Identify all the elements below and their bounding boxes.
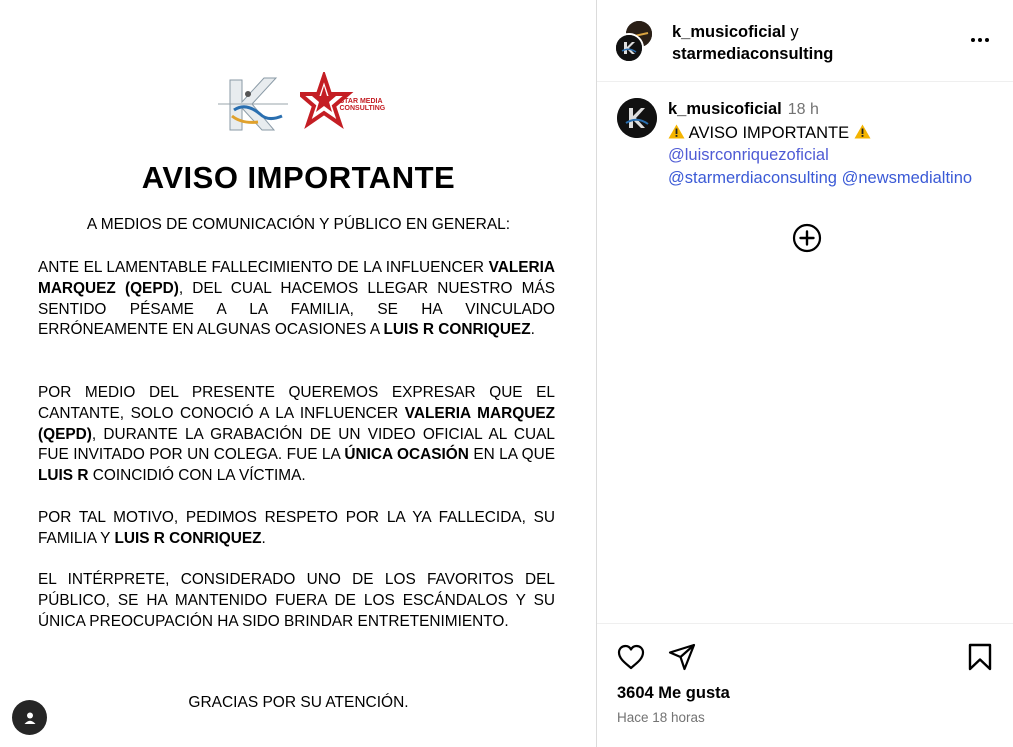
post-header — [597, 0, 1013, 82]
doc-paragraph-3 — [38, 508, 555, 550]
p2-text-e: EN LA QUE — [468, 446, 555, 464]
star-media-logo-text: STAR MEDIA CONSULTING — [339, 98, 386, 112]
doc-title: AVISO IMPORTANTE — [141, 160, 456, 195]
doc-paragraph-2 — [38, 383, 555, 487]
warning-icon — [668, 124, 685, 139]
doc-thanks: GRACIAS POR SU ATENCIÓN. — [188, 694, 409, 711]
bookmark-icon[interactable] — [967, 642, 993, 672]
doc-paragraph-1 — [38, 258, 555, 341]
p3-text-a: POR TAL MOTIVO, PEDIMOS RESPETO POR LA YA FALLECIDA, SU FAMILIA Y — [38, 509, 555, 547]
more-options-icon[interactable] — [971, 32, 995, 48]
p1-text-e: . — [530, 321, 535, 339]
doc-paragraph-4: EL INTÉRPRETE, CONSIDERADO UNO DE LOS FAVORITOS DEL PÚBLICO, SE HA MANTENIDO FUERA DE LOS ESCÁNDALOS Y SU ÚNICA PREOCUPACIÓN HA SIDO BRINDAR ENTRETENIMIENTO. — [38, 571, 555, 630]
p2-text-d: ÚNICA OCASIÓN — [344, 446, 469, 464]
header-user-2[interactable]: starmediaconsulting — [672, 45, 834, 63]
header-conjunction: y — [785, 23, 799, 41]
post-actions — [597, 623, 1013, 747]
p3-text-c: . — [261, 529, 266, 547]
p1-text-d: LUIS R CONRIQUEZ — [383, 321, 531, 339]
p2-text-b: VALERIA MARQUEZ (QEPD) — [38, 404, 555, 443]
logos-row — [0, 72, 597, 136]
star-media-logo — [300, 72, 386, 136]
doc-subtitle: A MEDIOS DE COMUNICACIÓN Y PÚBLICO EN GENERAL: — [86, 216, 511, 233]
caption-avatar[interactable] — [617, 98, 657, 138]
warning-icon — [854, 124, 871, 139]
mention-luisrconriquezoficial[interactable]: @luisrconriquezoficial — [668, 146, 829, 164]
p1-text-b: VALERIA MARQUEZ (QEPD) — [38, 259, 555, 297]
add-circle-icon[interactable] — [792, 223, 822, 253]
mention-newsmedialtino[interactable]: @newsmedialtino — [841, 168, 973, 187]
post-details — [597, 0, 1013, 747]
caption-text-line — [668, 122, 1008, 145]
p1-text-c: , DEL CUAL HACEMOS LLEGAR NUESTRO MÁS SENTIDO PÉSAME A LA FAMILIA, SE HA VINCULADO ERRÓNEAMENTE EN ALGUNAS OCASIONES A — [38, 279, 555, 339]
header-usernames — [672, 21, 833, 65]
mention-starmerdiaconsulting[interactable]: @starmerdiaconsulting — [668, 168, 837, 187]
caption-time[interactable]: 18 h — [787, 101, 819, 118]
collab-avatars[interactable] — [614, 19, 656, 63]
caption-text: AVISO IMPORTANTE — [685, 123, 854, 142]
header-user-1[interactable]: k_musicoficial — [672, 23, 786, 41]
caption-username[interactable]: k_musicoficial — [668, 100, 782, 118]
p2-text-c: , DURANTE LA GRABACIÓN DE UN VIDEO OFICIAL AL CUAL FUE INVITADO POR UN COLEGA. FUE LA — [38, 425, 555, 464]
p3-text-b: LUIS R CONRIQUEZ — [114, 529, 262, 547]
k-music-logo — [212, 72, 294, 136]
likes-count[interactable]: 3604 Me gusta — [617, 684, 730, 702]
caption-body — [668, 98, 1008, 189]
p2-text-a: POR MEDIO DEL PRESENTE QUEREMOS EXPRESAR QUE EL CANTANTE, SOLO CONOCIÓ A LA INFLUENCER — [38, 384, 555, 422]
p1-text-a: ANTE EL LAMENTABLE FALLECIMIENTO DE LA INFLUENCER — [38, 259, 489, 276]
p2-text-g: COINCIDIÓ CON LA VÍCTIMA. — [88, 467, 306, 485]
send-icon[interactable] — [667, 642, 697, 672]
user-tag-icon[interactable] — [12, 700, 47, 735]
p2-text-f: LUIS R — [38, 467, 89, 485]
avatar-kmusic[interactable] — [614, 33, 644, 63]
heart-icon[interactable] — [616, 642, 646, 672]
post-timestamp[interactable]: Hace 18 horas — [617, 710, 705, 725]
